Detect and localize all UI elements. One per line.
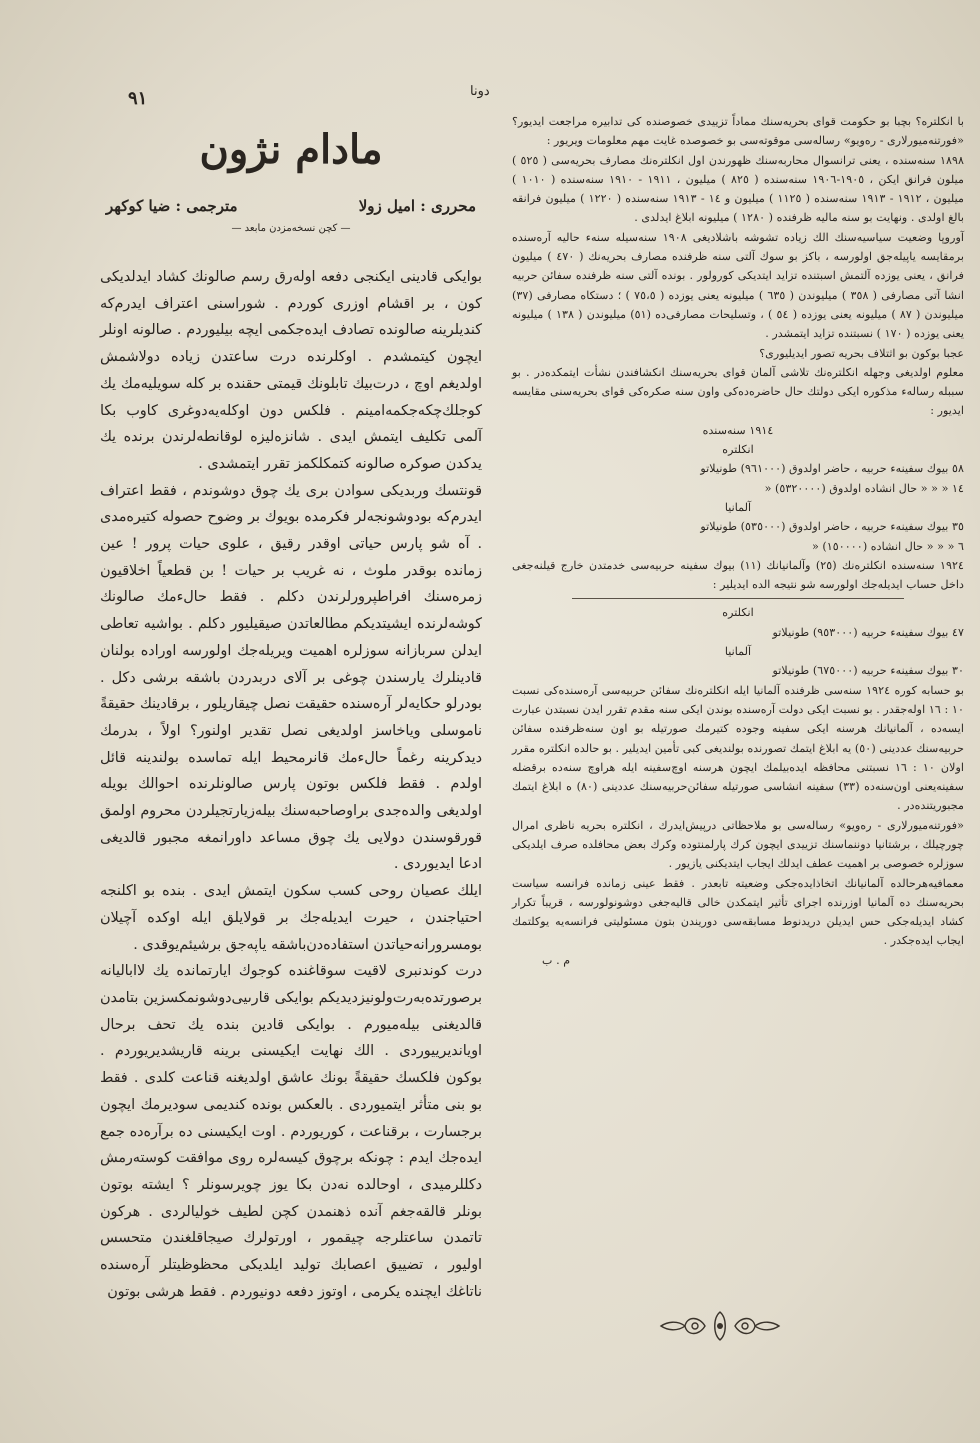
divider (572, 598, 904, 599)
translator: مترجمى : ضيا كوكهر (106, 197, 238, 215)
country-heading: انكلتره (722, 443, 754, 457)
fleet-row: ٣٠ بيوك سفينه‌ء حربيه (٦٧٥٠٠٠) طونيلاتو (772, 664, 964, 678)
byline (106, 197, 476, 215)
fleet-row: ٤٧ بيوك سفينه‌ء حربيه (٩٥٣٠٠٠) طونيلاتو (772, 625, 964, 639)
fleet-row: ٣٥ بيوك سفينه‌ء حربيه ، حاضر اولدوق (٥٣٥٠٠٠) طونيلاتو (700, 520, 964, 534)
paragraph: درت كوندنبرى لاقيت سوقاغنده كوجوك ايارتمانده يك لااباليانه برصورتده‌بەرت‌ولونيزديديكم بوايكى قارىيى‌دوشونمكسزين بتامدن قالديغنى بيله‌ميورم . بوايكى قادين بنده يك تحف برحال اويانديرييوردى . الك نهايت ايكيسنى برينه قاريشديريوردم . بوكون فلكسك حقيقةً بونك عاشق اولديغنه قناعت كلدى . فقط بو بنى متأثر ايتميوردى . بالعكس بونده كنديمى سوديرمك ايچون برجسارت ، برقناعت ، كوريوردم . اوت ايكيسنى ده برآرەده جمع ايده‌جك ايدم : چونكه برچوق كيسەلره روى موافقت كوستەرمش دكللرميدى ، اوحالده نەدن بكا يوز چويرسونلر ؟ ايشته بوتون بونلر قالقه‌جغم آنده ذهنمدن كچن لطيف خوليالردى . هركون تاتمدن ساعتلرجه چيقمور ، اورتولرك صيجاقلغندن متحسس اوليور ، تضييق اعصابك توليد ايلديكى محظوظيتلر آره‌سنده ناتاغك ايچنده يكرمى ، اوتوز دفعه دونيوردم . فقط هرشى بوتون (100, 963, 482, 1300)
paragraph: ١٩٢٤ سنه‌سنده انكلتره‌نك (٢٥) وآلمانيانك (١١) بيوك سفينه حربيه‌سى خدمتدن خارج قيلنه‌جغى داخل حساب ايديله‌جك اولورسه شو نتيجه الده ايديلير : (512, 558, 964, 592)
paragraph: «فورتنه‌ميورلارى - رەويو» رساله‌سى بو ملاحظاتى درپيش‌ايدرك ، انكلتره بحريه ناظرى امرال چورچيلك ، برشتانيا دوننماسنك تزييدى ايچون كرك پارلمنتوده وكرك بعض محافلده صرف ايلديكى سوزلره خصوصى بر اهميت عطف ايدلك ايجاب ايتديكنى يازيور . (512, 818, 964, 871)
running-head: دونا (470, 84, 490, 99)
signature: م . ب (542, 953, 571, 967)
article-body (100, 264, 482, 1305)
page-number: ٩١ (128, 88, 148, 109)
fleet-row: ٥٨ بيوك سفينه‌ء حربيه ، حاضر اولدوق (٩٦١٠٠٠) طونيلاتو (700, 462, 964, 476)
paragraph: معلوم اولديغى وجهله انكلتره‌نك تلاشى آلمان قواى بحريه‌سنك انكشافندن نشأت ايتمكده‌در . بو سببله رساله‌ء مذكوره ايكى دولتك حال حاضره‌ده‌كى واون سنه صكره‌كى قواى بحريه‌سنى مقايسه ايديور : (512, 365, 964, 418)
continued-note: — كچن نسخه‌مزدن مابعد — (231, 223, 351, 234)
country-heading: انكلتره (722, 606, 754, 620)
article-title: مادام نژون (199, 126, 383, 173)
article-column (100, 120, 482, 1305)
fleet-row: ١٤ « « « حال انشاده اولدوق (٥٣٢٠٠٠٠) « (764, 481, 964, 495)
paragraph: قونتسك وربديكى سوادن برى يك چوق دوشوندم ، فقط اعتراف ايدرم‌كه بودوشونجه‌لر فكرمده بويوك بر وضوح حصوله كتيرەمدى . آه شو پارس حياتى اوقدر رقيق ، علوى حيات پرور ! عين زمانده بوقدر ملوث ، نه غريب بر حيات ! بن قطعياً اخلاقيون زمره‌سنك افراطپرورلرندن دكلم . فقط حالءمك صالونك كوشه‌لرنده ايشيتديكم مطالعاتدن صيقيليور دكلم . بواشيه تعاطى ايدلن سرباز‌انه سوزلره اهميت ويريله‌جك اولورسه اوراده بولنان قادينلرك يارسندن چوغى بر آلاى دربدردن باشقه برشى دكل . بودرلو حكايه‌لر آره‌سنده حقيقت نصل چيقاريلور ، برقادينك حقيقةً ناموسلى وياخاسز اولديغى نصل تقدير اولنور؟ اولاً ، بدرمك ديدكرينه رغماً حالءمك قانرمحيط ايله تماسده بولندينه قائل اولدم . فقط فلكس بوتون پارس صالونلرنده احوالك بويله اولديغى والده‌جدى براوصاحبه‌سنك بيله‌زيارتجيلردن محروم اولمق قورقوسندن دولايى يك چوق مساعد داورانمغه مجبور قالديغى ادعا ايديوردى . (100, 482, 482, 873)
country-heading: آلمانيا (724, 645, 752, 659)
paragraph: با انكلتره؟ بچبا بو حكومت قواى بحريه‌سنك مماداً تزييدى خصوصنده كى تدابيره مراجعت ايديور؟ «فورتنه‌ميورلارى - رەويو» رساله‌سى موقوتەسى بو خصوصده غايت مهم معلومات ويريور : (512, 115, 964, 148)
paragraph: معمافيه‌هرحالده آلمانيانك اتخاذايده‌جكى وضعيته تابعدر . فقط عينى زمانده فرانسه سياست بحريه‌سنك ده آلمانيا اوزرنده اجراى تأثير ايتمكدن خالى قاليه‌جغى دوشونولورسه ، قريباً تكرار كشاد ايديله‌جكى حس ايديلن دريدنوط مسابقه‌سى دوريندن بتون مسئوليتى فرانسه‌يه يوكلتمك ايجاب ايده‌جكدر . (512, 876, 964, 948)
country-heading: آلمانيا (724, 500, 752, 514)
paragraph: عجبا بوكون بو اثتلاف بحريه تصور ايديليورى؟ (759, 346, 964, 360)
paragraph: ايلك عصيان روحى كسب سكون ايتمش ايدى . بنده بو اكلنجه احتياجندن ، حيرت ايديله‌جك بر قولايلق ايله اوكده آچيلان بومسرور‌انه‌حياتدن استفاده‌دن‌باشقه ياپەجق برشيئم‌يوقدى . (100, 883, 482, 953)
section-heading: ١٩١٤ سنه‌سنده (702, 423, 774, 437)
paragraph: بو حسابه كوره ١٩٢٤ سنه‌سى ظرفنده آلمانيا ايله انكلتره‌نك سفائن حربيه‌سى آره‌سنده‌كى نسبت ١٠ : ١٦ اوله‌جقدر . بو نسبت ايكى دولت آره‌سنده بوندن ايكى سنه مقدم تقرر ايدن نسبتدن عبارت ايسه‌ده ، آلمانيانك هرسنه ايكى سفينه وجوده كتيرمك صورتيله بو اون سنه‌ظرفنده سفائن حربيه‌سنك عددينى (٥٠) يه ابلاغ ايتمك تصورنده بولنديغى كبى تأمين ايديلير . بو حالده انكلتره مقرر اولان ١٠ : ١٦ نسبتنى محافظه ايده‌بيلمك ايچون هرسنه اوچ‌سفينه ايله هراوچ سنه‌ده برقضله سفينه‌يعنى اون‌سنه‌ده (٣٣) سفينه انشاسى صورتيله سفائن‌حربيه‌سنك عددينى (٨٠) ه ابلاغ ايتمك مجبوريتنده‌در . (512, 683, 964, 813)
author: محررى : اميل زولا (358, 197, 476, 215)
fleet-row: ٦ « « « حال انشاده (١٥٠٠٠٠) « (812, 539, 964, 553)
decorative-ornament (655, 1308, 785, 1344)
paragraph: بوايكى قادينى ايكنجى دفعه اولەرق رسم صالونك كشاد ايدلديكى كون ، بر اقشام اوزرى كوردم . شوراسنى اعتراف ايدرم‌كه كنديلرينه صالونده تصادف ايده‌جكمى ايچه بيليوردم . صالونه اونلر ايچون كيتمشدم . اوكلرنده درت ساعتدن زياده دولاشمش اولديغم اوچ ، درت‌بيك تابلونك قيمتى حقنده بر كله سويليه‌مك يك كوجلك‌چكه‌جكمه‌امينم . فلكس دون اوكلەيەدوغرى كاوب بكا آلمى تكليف ايتمش ايدى . شانزەليزه لوقانطه‌لرندن برنده يك يدكدن صوكره صالونه كتمكلكمز تقرر ايتمشدى . (100, 269, 482, 472)
paragraph: ١٨٩٨ سنه‌سنده ، يعنى ترانسوال محاربه‌سنك ظهورندن اول انكلتره‌نك مصارف بحريه‌سى ( ٥٢٥ ) ميلون فرانق ايكن ، ١٩٠٥-١٩٠٦ سنه‌سنده ( ٨٢٥ ) ميليون ، ١٩١١ - ١٩١٠ سنه‌سنده ( ١٠١٠ ) ميليون ، ١٩١٢ - ١٩١٣ سنه‌سنده ( ١١٢٥ ) ميليون و ١٤ - ١٩١٣ سنه‌سنده ( ١٢٢٠ ) ميليون فرانقه بالغ اولدى . ونهايت بو سنه ماليه ظرفنده ( ١٢٨٠ ) ميليونه ابلاغ ايدلدى . (512, 153, 964, 225)
paragraph: آوروپا وضعيت سياسيه‌سنك الك زياده تشوشه باشلاديغى ١٩٠٨ سنه‌سيله سنه‌ء حاليه آره‌سنده برمقايسه ياپيله‌جق اولورسه ، باكز بو سوك آلتى سنه ظرفنده مصارف بحريه‌نك ( ٤٧٠ ) ميليون فرانق ، يعنى يوزده آلتمش اسبتنده تزايد ايتديكى كورولور . بونده آلتى سنه ظرفنده سفائن حربيه انشا آتى مصارفى ( ٣٥٨ ) ميليوندن ( ٦٣٥ ) ميليونه يعنى يوزده ( ٧٥،٥ ) ؛ دستكاه مصارفى (٣٧) ميليوندن ( ٨٧ ) ميليونه يعنى يوزده ( ٥٤ ) ، وتسليحات مصارفى‌ده (٥١) ميليوندن ( ١٣٨ ) ميليونه يعنى يوزده ( ١٧٠ ) نسبتنده تزايد ايتمشدر . (512, 230, 964, 341)
right-column-text (512, 112, 964, 970)
